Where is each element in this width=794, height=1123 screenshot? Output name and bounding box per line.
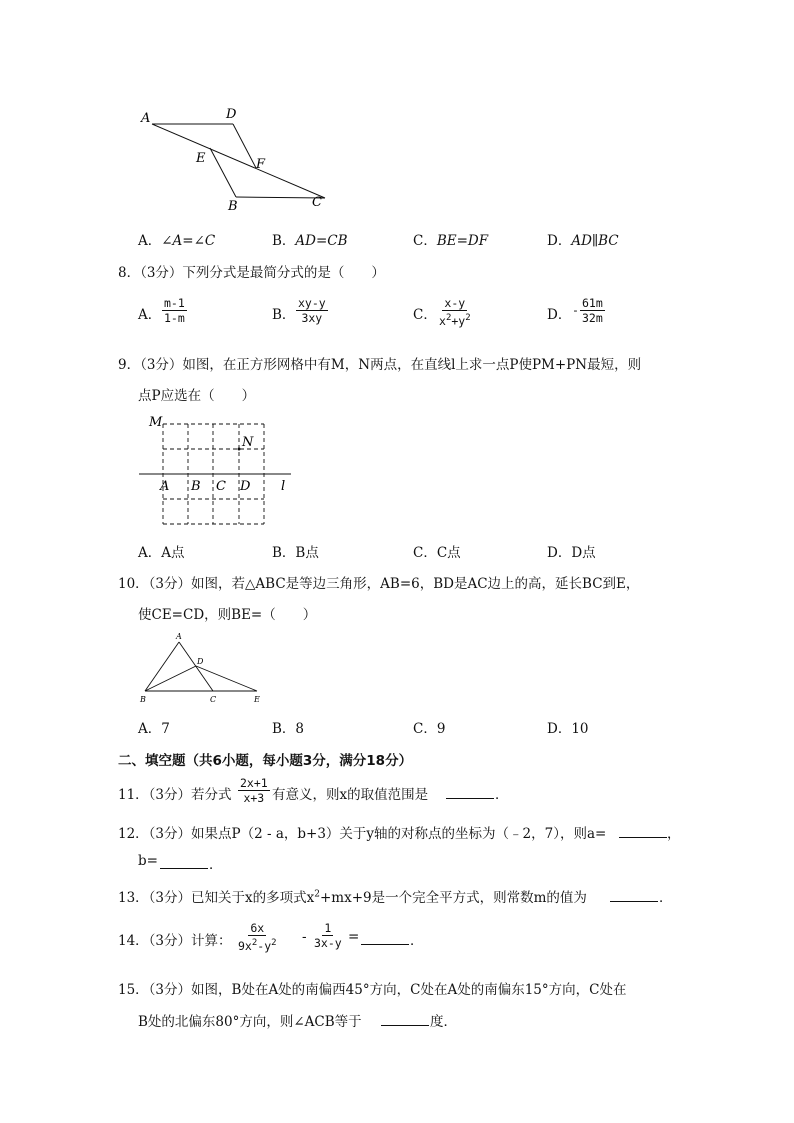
section-2-heading: 二、填空题（共6小题，每小题3分，满分18分） [118, 753, 413, 769]
q9-stem-line2: 点P应选在（ ） [138, 388, 256, 404]
q11-answer-blank[interactable] [446, 786, 494, 799]
label-e: E [254, 695, 260, 704]
q8-option-a[interactable]: A． [138, 307, 162, 323]
q15-line2: B处的北偏东80°方向，则∠ACB等于 [138, 1014, 362, 1030]
q7-option-d[interactable]: D．AD∥BC [547, 233, 619, 249]
q9-option-c[interactable]: C．C点 [413, 545, 461, 561]
label-d: D [226, 107, 237, 122]
label-n: N [242, 435, 254, 450]
q9-option-a[interactable]: A．A点 [138, 545, 185, 561]
q12-answer-blank-a[interactable] [619, 825, 667, 838]
q14-equals: = [348, 929, 360, 945]
label-c: C [210, 695, 217, 704]
q14-minus: - [302, 929, 307, 945]
q11-end: ． [495, 787, 509, 803]
label-l: l [281, 479, 286, 494]
q11-prefix: 11．（3分）若分式 [118, 787, 232, 803]
q7-option-c[interactable]: C．BE=DF [413, 233, 489, 249]
q7-figure [130, 100, 340, 215]
q14-answer-blank[interactable] [361, 932, 409, 945]
q12-line2-end: ． [209, 857, 223, 873]
label-a: A [160, 479, 170, 494]
q12-line2: b= [138, 853, 158, 869]
q8-option-d-fraction: $\frac{61m}{32m}$ [582, 296, 603, 325]
q15-line2-end: 度． [430, 1014, 457, 1030]
q9-stem-line1: 9．（3分）如图，在正方形网格中有M，N两点，在直线l上求一点P使PM+PN最短，则 [118, 357, 642, 373]
label-c: C [312, 195, 322, 210]
q12-line1-end: ， [667, 826, 681, 842]
q8-option-d-prefix: - [572, 303, 579, 317]
label-d: D [240, 479, 251, 494]
q8-option-c-fraction: $\frac{x-y}{x^2+y^2}$ [439, 296, 471, 328]
q9-option-b[interactable]: B．B点 [272, 545, 319, 561]
q14-fraction-2: $\frac{1}{3x-y}$ [314, 921, 342, 950]
q13-text: 13．（3分）已知关于x的多项式$x^2+mx+9$是一个完全平方式，则常数m的值为 [118, 889, 587, 906]
q13-end: ． [659, 890, 673, 906]
q10-option-c[interactable]: C．9 [413, 721, 446, 737]
label-a: A [141, 111, 151, 126]
q11-fraction: $\frac{2x+1}{x+3}$ [240, 776, 268, 805]
label-e: E [196, 151, 206, 166]
q8-option-b-fraction: $\frac{xy-y}{3xy}$ [298, 296, 326, 325]
q15-answer-blank[interactable] [381, 1013, 429, 1026]
q12-answer-blank-b[interactable] [160, 856, 208, 869]
label-b: B [191, 479, 201, 494]
q9-option-d[interactable]: D．D点 [547, 545, 596, 561]
q10-figure [135, 630, 270, 708]
label-d: D [197, 657, 204, 666]
q12-line1: 12．（3分）如果点P（2 - a，b+3）关于y轴的对称点的坐标为（﹣2，7），则a= [118, 826, 607, 842]
label-f: F [256, 157, 266, 172]
q14-end: ． [410, 933, 424, 949]
label-m: M [149, 415, 163, 430]
q7-option-b[interactable]: B．AD=CB [272, 233, 348, 249]
q8-option-c[interactable]: C． [413, 307, 437, 323]
q10-stem-line2: 使CE=CD，则BE=（ ） [138, 607, 317, 623]
q9-figure [135, 410, 300, 532]
q10-option-b[interactable]: B．8 [272, 721, 305, 737]
label-a: A [176, 632, 182, 641]
q10-stem-line1: 10．（3分）如图，若△ABC是等边三角形，AB=6，BD是AC边上的高，延长BC到E， [118, 576, 640, 592]
label-b: B [228, 199, 238, 214]
q8-option-a-fraction: $\frac{m-1}{1-m}$ [164, 296, 185, 325]
q14-prefix: 14．（3分）计算： [118, 933, 232, 949]
q8-option-b[interactable]: B． [272, 307, 296, 323]
q10-option-a[interactable]: A．7 [138, 721, 170, 737]
q8-stem: 8．（3分）下列分式是最简分式的是（ ） [118, 265, 385, 281]
q11-suffix: 有意义，则x的取值范围是 [272, 787, 429, 803]
q10-option-d[interactable]: D．10 [547, 721, 589, 737]
q8-option-d[interactable]: D． [547, 307, 572, 323]
label-b: B [140, 695, 146, 704]
q13-answer-blank[interactable] [610, 889, 658, 902]
q15-line1: 15．（3分）如图，B处在A处的南偏西45°方向，C处在A处的南偏东15°方向，C处在 [118, 982, 627, 998]
q7-option-a[interactable]: A．∠A=∠C [138, 233, 216, 249]
label-c: C [216, 479, 226, 494]
q14-fraction-1: $\frac{6x}{9x^2-y^2}$ [238, 921, 277, 953]
